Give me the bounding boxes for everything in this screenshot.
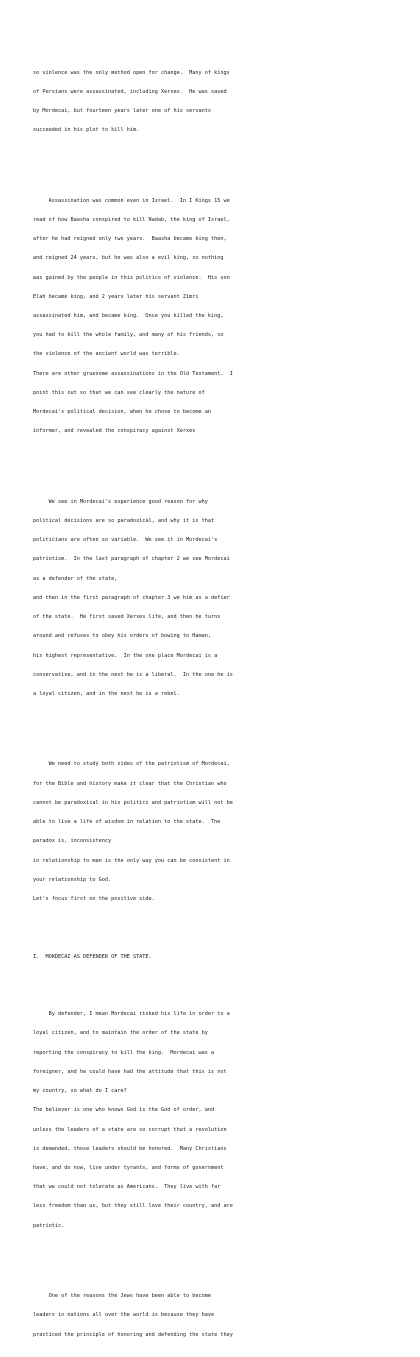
text-line: around and refuses to obey his orders of bowing to Haman,	[33, 633, 212, 640]
paragraph-paradoxical-decisions	[33, 486, 413, 710]
text-line: a loyal citizen, and in the next he is a rebel.	[33, 691, 180, 697]
text-line: you had to kill the whole family, and many of his friends, so	[33, 332, 224, 339]
text-line: We see in Mordecai's experience good reason for why	[33, 498, 208, 505]
paragraph-gap	[33, 723, 413, 729]
paragraph-gap	[33, 1255, 413, 1261]
text-line: paradox is, inconsistency	[33, 838, 112, 845]
text-line: foreigner, and he could have had the attitude that this is not	[33, 1068, 227, 1075]
text-line: Mordecai's political decision, when he chose to become an	[33, 409, 212, 416]
text-line: Let's focus first on the positive side.	[33, 895, 155, 902]
text-line: and then in the first paragraph of chapter 3 we him as a defier	[33, 594, 230, 601]
text-line: that we could not tolerate as Americans. They live with far	[33, 1184, 221, 1191]
text-line: less freedom than us, but they still love their country, and are	[33, 1203, 233, 1210]
text-line: loyal citizen, and to maintain the order of the state by	[33, 1030, 208, 1037]
text-line: your relationship to God.	[33, 876, 112, 883]
section-heading: I. MORDECAI AS DEFENDER OF THE STATE.	[33, 953, 152, 960]
paragraph-gap	[33, 460, 413, 466]
text-line: cannot be paradoxical in his politics and patriotism will not be	[33, 799, 233, 806]
paragraph-gap	[33, 159, 413, 165]
text-line: his highest representative. In the one place Mordecai is a	[33, 652, 218, 659]
text-line: politicians are often so variable. We see it in Mordecai's	[33, 537, 218, 544]
text-line: point this out so that we can see clearly the nature of	[33, 389, 205, 396]
text-line: so violence was the only method open for change. Many of kings	[33, 69, 230, 76]
paragraph-persian-assassinations	[33, 57, 413, 147]
text-line: leaders in nations all over the world is because they have	[33, 1312, 215, 1319]
text-line: by Mordecai, but fourteen years later one of his servants	[33, 108, 212, 115]
text-line: of Persians were assassinated, including Xerxes. He was saved	[33, 88, 227, 95]
text-line: for the Bible and history make it clear that the Christian who	[33, 780, 227, 787]
text-line: succeeded in his plot to kill him.	[33, 127, 140, 134]
text-line: By defender, I mean Mordecai risked his life in order to a	[33, 1011, 230, 1018]
text-line: able to live a life of wisdom in relation to the state. The	[33, 819, 221, 826]
text-line: Elah became king, and 2 years later his servant Zimri	[33, 293, 199, 300]
text-line: and reigned 24 years, but he was also a evil king, so nothing	[33, 255, 224, 262]
text-line: reporting the conspiracy to kill the king. Mordecai was a	[33, 1049, 215, 1056]
text-line: Assassination was common even in Israel. In I Kings 15 we	[33, 197, 230, 204]
text-line: after he had reigned only two years. Baasha became king then,	[33, 236, 227, 243]
text-line: assassinated him, and became king. Once you killed the king,	[33, 313, 224, 320]
document-page	[33, 44, 413, 1357]
text-line: my country, so what do I care?	[33, 1088, 127, 1095]
text-line: as a defender of the state,	[33, 575, 118, 582]
text-line: informer, and revealed the conspiracy against Xerxes	[33, 428, 196, 435]
text-line: political decisions are so paradoxical, and why it is that	[33, 518, 215, 525]
text-line: We need to study both sides of the patriotism of Mordecai,	[33, 761, 230, 768]
paragraph-defender	[33, 998, 413, 1241]
paragraph-jews-leaders	[33, 1280, 413, 1350]
paragraph-israel-assassinations	[33, 185, 413, 448]
text-line: in relationship to man is the only way you can be consistent in	[33, 857, 230, 864]
paragraph-gap	[33, 928, 413, 934]
text-line: practiced the principle of honoring and defending the state they	[33, 1331, 233, 1338]
text-line: patriotism. In the last paragraph of chapter 2 we see Mordecai	[33, 556, 230, 563]
text-line: the violence of the ancient world was terrible.	[33, 351, 180, 358]
text-line: One of the reasons the Jews have been able to become	[33, 1293, 212, 1300]
text-line: is demanded, those leaders should be honored. Many Christians	[33, 1145, 227, 1152]
text-line: have, and do now, live under tyrants, and forms of government	[33, 1165, 224, 1172]
text-line: The believer is one who knows God is the God of order, and	[33, 1107, 215, 1114]
text-line: was gained by the people in this politics of violence. His son	[33, 274, 230, 281]
paragraph-both-sides	[33, 749, 413, 916]
text-line: There are other gruesome assassinations in the Old Testament. I	[33, 370, 233, 377]
text-line: unless the leaders of a state are so corrupt that a revolution	[33, 1126, 227, 1133]
paragraph-gap	[33, 973, 413, 979]
text-line: read of how Baasha conspired to kill Nadab, the king of Israel,	[33, 216, 230, 223]
text-line: of the state. He first saved Xerxes life, and then he turns	[33, 614, 221, 621]
text-line: patriotic.	[33, 1222, 65, 1229]
text-line: conservative, and in the next he is a liberal. In the one he is	[33, 671, 233, 678]
